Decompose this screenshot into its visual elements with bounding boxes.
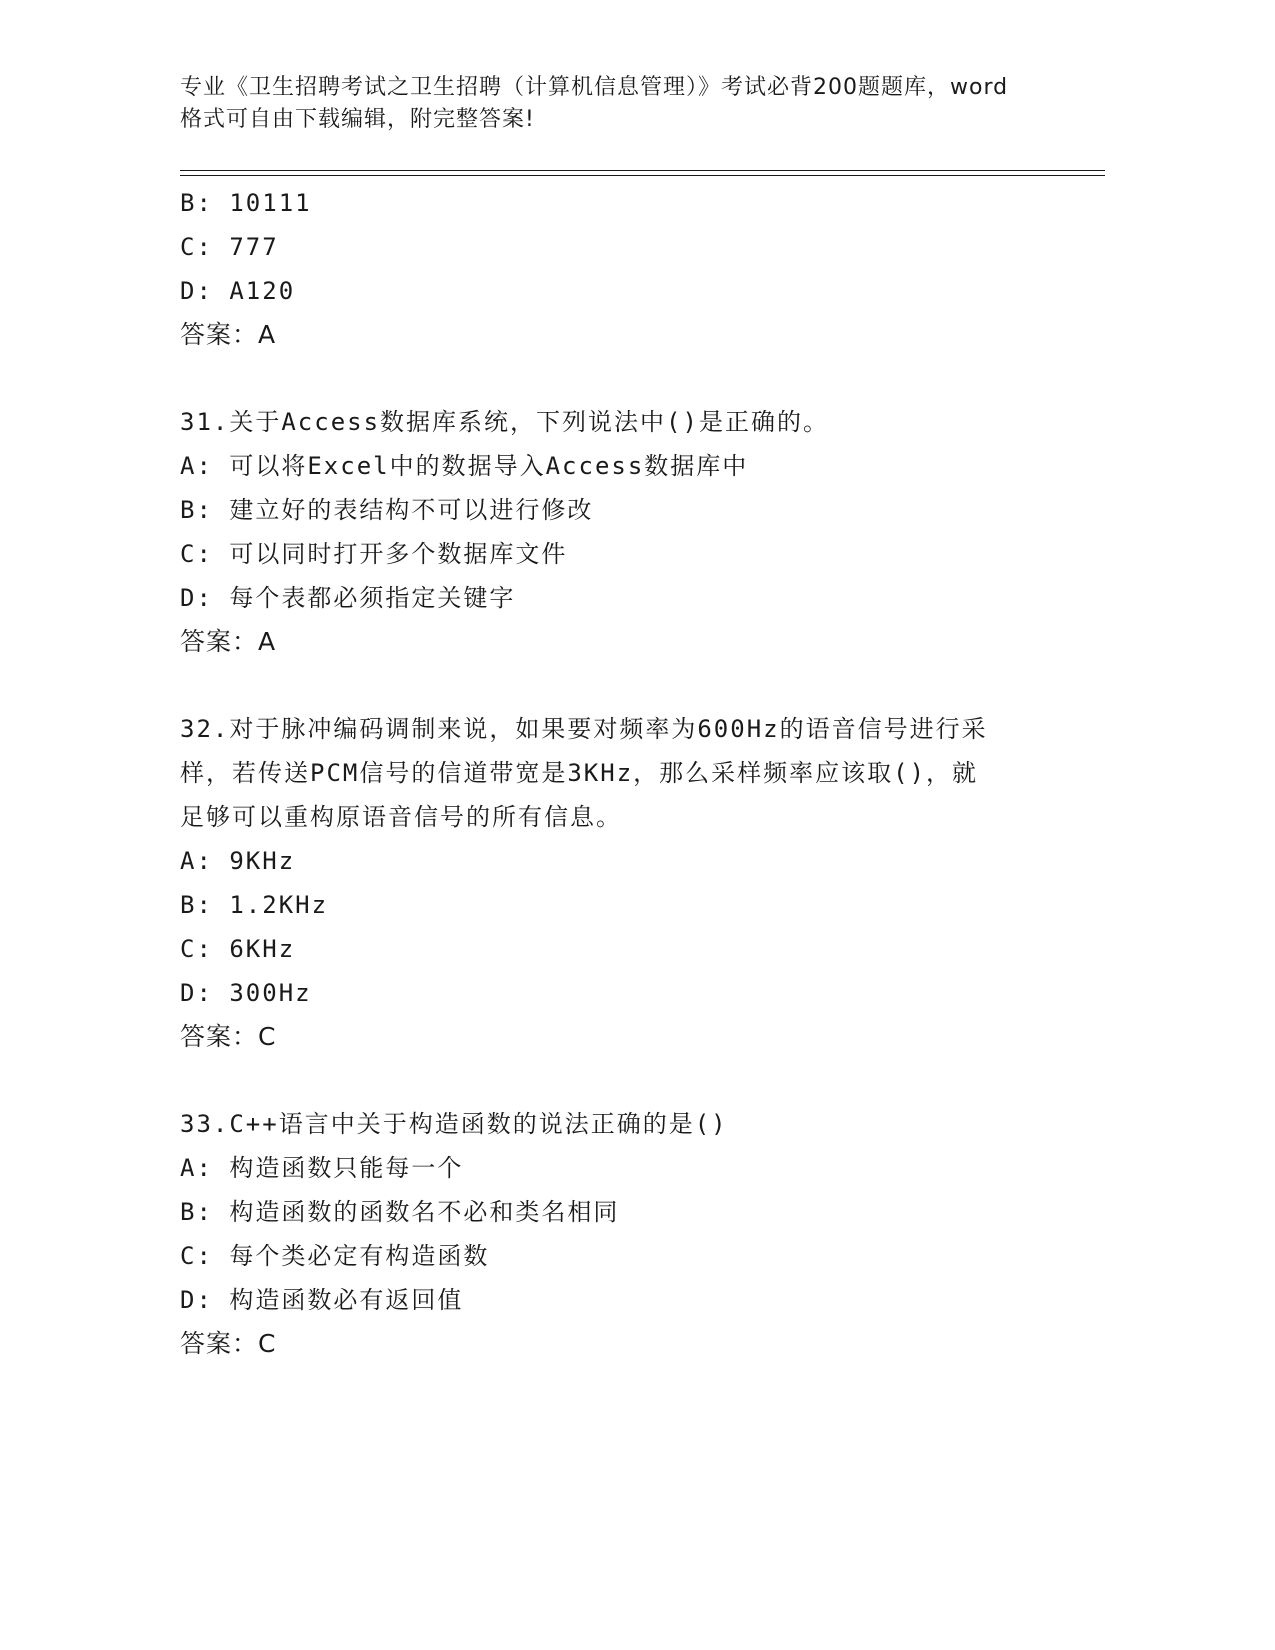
option-d: D: 300Hz xyxy=(180,979,312,1007)
answer-line: 答案：C xyxy=(180,1022,277,1051)
question-33 xyxy=(180,1102,1060,1366)
header-line-1: 专业《卫生招聘考试之卫生招聘（计算机信息管理）》考试必背200题题库，word xyxy=(180,75,1009,100)
option-b: B: 1.2KHz xyxy=(180,891,329,919)
header-line-2: 格式可自由下载编辑，附完整答案! xyxy=(180,107,535,132)
option-d: D: 构造函数必有返回值 xyxy=(180,1286,464,1314)
question-stem-line-1: 32.对于脉冲编码调制来说，如果要对频率为600Hz的语音信号进行采 xyxy=(180,715,988,743)
answer-line: 答案：A xyxy=(180,320,277,349)
spacer xyxy=(180,1059,1060,1102)
option-c: C: 6KHz xyxy=(180,935,296,963)
question-stem-line-3: 足够可以重构原语音信号的所有信息。 xyxy=(180,803,622,831)
option-b: B: 10111 xyxy=(180,189,312,217)
partial-question xyxy=(180,181,1060,357)
option-d: D: A120 xyxy=(180,277,296,305)
answer-line: 答案：A xyxy=(180,627,277,656)
question-stem: 33.C++语言中关于构造函数的说法正确的是() xyxy=(180,1110,728,1138)
document-header xyxy=(180,72,1060,136)
question-31 xyxy=(180,400,1060,664)
option-a: A: 9KHz xyxy=(180,847,296,875)
option-a: A: 构造函数只能每一个 xyxy=(180,1154,464,1182)
header-divider-bottom xyxy=(180,175,1105,176)
question-list xyxy=(180,181,1060,1366)
option-b: B: 建立好的表结构不可以进行修改 xyxy=(180,496,594,524)
question-stem-line-2: 样，若传送PCM信号的信道带宽是3KHz，那么采样频率应该取()，就 xyxy=(180,759,979,787)
option-c: C: 每个类必定有构造函数 xyxy=(180,1242,490,1270)
question-32 xyxy=(180,707,1060,1059)
header-divider-top xyxy=(180,170,1105,171)
spacer xyxy=(180,357,1060,400)
spacer xyxy=(180,664,1060,707)
option-a: A: 可以将Excel中的数据导入Access数据库中 xyxy=(180,452,749,480)
answer-line: 答案：C xyxy=(180,1329,277,1358)
question-stem: 31.关于Access数据库系统，下列说法中()是正确的。 xyxy=(180,408,829,436)
option-c: C: 777 xyxy=(180,233,279,261)
option-d: D: 每个表都必须指定关键字 xyxy=(180,584,516,612)
option-c: C: 可以同时打开多个数据库文件 xyxy=(180,540,568,568)
option-b: B: 构造函数的函数名不必和类名相同 xyxy=(180,1198,620,1226)
